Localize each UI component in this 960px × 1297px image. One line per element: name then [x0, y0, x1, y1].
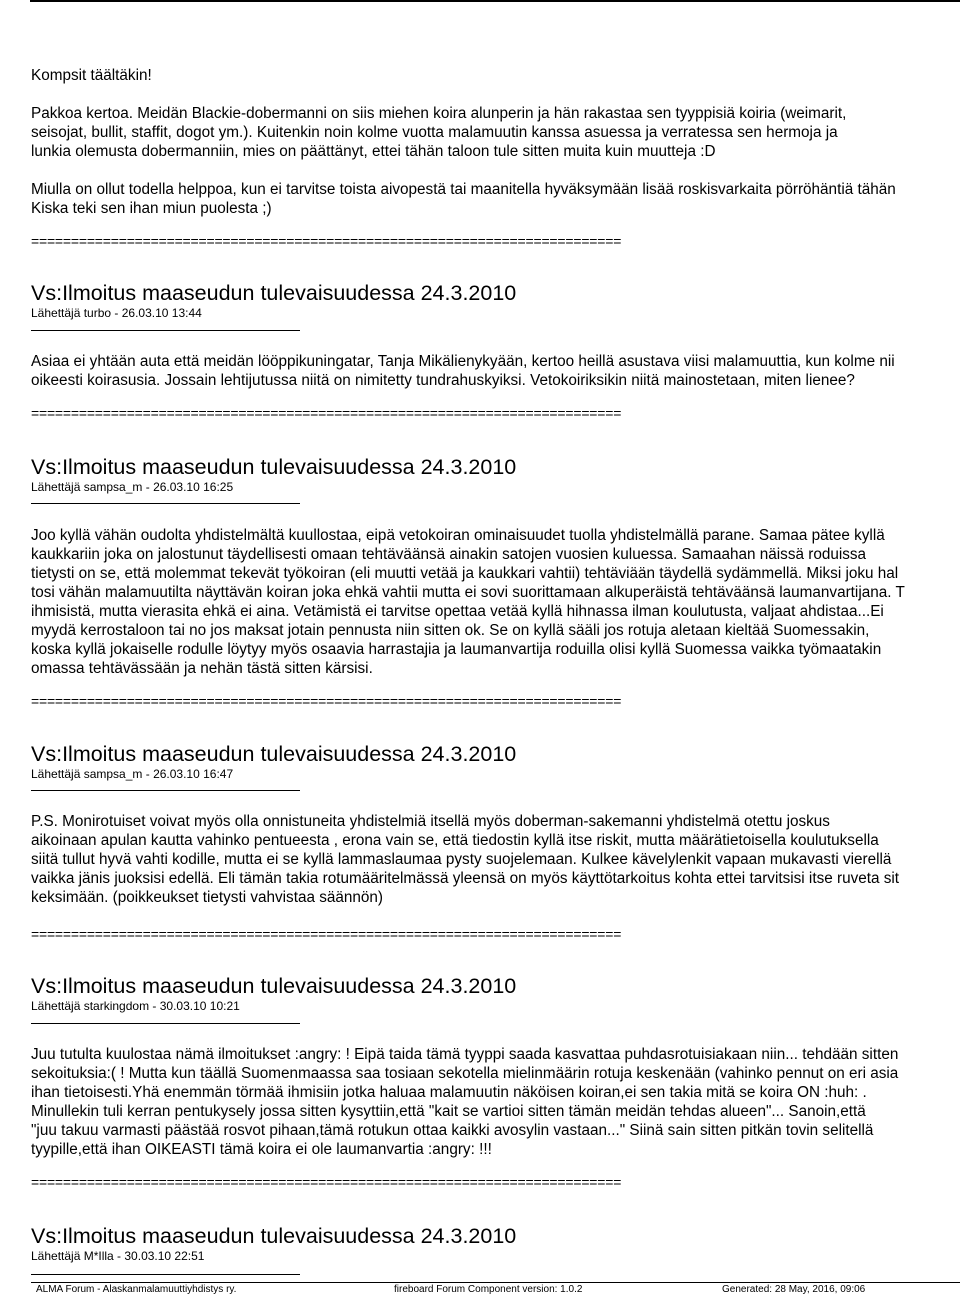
- top-rule: [30, 0, 960, 2]
- post-line: sekoituksia:( ! Mutta kun täällä Suomenmaassa saa tosiaan sekotella mielinmäärin rotuja keskenään (vahinko pennut on eri asia: [31, 1065, 899, 1082]
- post-line: omassa tehtävässään ja nehän tästä sitten kärsisi.: [31, 660, 373, 677]
- post-title: Vs:Ilmoitus maaseudun tulevaisuudessa 24.3.2010: [31, 281, 517, 305]
- post-rule: [31, 330, 300, 331]
- intro-line: Kompsit täältäkin!: [31, 67, 152, 84]
- footer-generated-date: Generated: 28 May, 2016, 09:06: [722, 1284, 866, 1295]
- post-line: koska kyllä jokaiselle rodulle löytyy myös osaavia harrastajia ja laumanvartija roduilla olisi kyllä Suomessa vaikka työmaatakin: [31, 641, 882, 658]
- post-line: aikoinaan apulan kautta vahinko pentueesta , erona vain se, että tiedostin kyllä itse riskit, mutta määrätietoisella koulutuksella: [31, 832, 879, 849]
- post-line: ihmisistä, mutta vierasita ehkä ei aina. Vetämistä ei tarvitse opettaa vetää kyllä hihnassa ilman koulutusta, valjaat ahdistaa...Ei: [31, 603, 884, 620]
- post-rule: [31, 1274, 300, 1275]
- post-line: siitä tullut hyvä vahti kodille, mutta ei se kyllä lammaslaumaa pysty suojelemaan. Kulkee kävelylenkit vapaan mukavasti vierellä: [31, 851, 892, 868]
- post-separator: ==========================================================================: [31, 926, 622, 942]
- post-title: Vs:Ilmoitus maaseudun tulevaisuudessa 24.3.2010: [31, 455, 517, 479]
- post-line: keksimään. (poikkeukset tietysti vahvistaa säännön): [31, 889, 384, 906]
- post-meta: Lähettäjä turbo - 26.03.10 13:44: [31, 306, 202, 320]
- post-body: [31, 812, 899, 907]
- footer-rule: [31, 1282, 960, 1283]
- post-line: ihan tietoisesti.Yhä enemmän törmää ihmisiin jotka haluaa malamuutin näköisen koiran,ei sen takia mitä se koira ON :huh: .: [31, 1084, 867, 1101]
- post-meta: Lähettäjä M*Illa - 30.03.10 22:51: [31, 1249, 205, 1263]
- post-line: "juu takuu varmasti päästää rosvot pihaan,tämä rotukun ottaa kaikki avosylin vastaan..." Siinä sain sitten pitkän tovin selitellä: [31, 1122, 874, 1139]
- post-line: Minullekin tuli kerran pentukysely jossa sitten kysyttiin,että "kait se vartioi sitten tämän meidän tehdas alueen"... Sanoin,että: [31, 1103, 866, 1120]
- post-line: kaukkariin joka on jalostunut täydellisesti omaan tehtäväänsä ainakin satojen vuosien kuluessa. Samaahan näissä roduissa: [31, 546, 867, 563]
- intro-line: Kiska teki sen ihan miun puolesta ;): [31, 200, 272, 217]
- intro-line: lunkia olemusta dobermanniin, mies on päättänyt, ettei tähän taloon tule sitten muita kuin muutteja :D: [31, 143, 716, 160]
- post-separator: ==========================================================================: [31, 233, 622, 249]
- intro-line: Pakkoa kertoa. Meidän Blackie-dobermanni on siis miehen koira alunperin ja hän rakastaa sen tyyppisiä koiria (weimarit,: [31, 105, 847, 122]
- post-line: tietysti on se, että molemmat tekevät työkoiran (eli muutti vetää ja kaukkari vahtii) tehtäviään täydellä sydämmellä. Miksi joku hal: [31, 565, 899, 582]
- post-body: [31, 352, 895, 390]
- post-line: Juu tutulta kuulostaa nämä ilmoitukset :angry: ! Eipä taida tämä tyyppi saada kasvattaa puhdasrotuisiakaan niin... tehdään sitten: [31, 1046, 899, 1063]
- post-meta: Lähettäjä sampsa_m - 26.03.10 16:25: [31, 480, 234, 494]
- intro-paragraph: [31, 104, 846, 161]
- post-line: Joo kyllä vähän oudolta yhdistelmältä kuullostaa, eipä vetokoiran ominaisuudet tuolla yhdistelmällä parane. Samaa pätee kyllä: [31, 527, 885, 544]
- post-separator: ==========================================================================: [31, 1174, 622, 1190]
- post-body: [31, 526, 905, 678]
- post-rule: [31, 1023, 300, 1024]
- post-line: vaikka jänis juoksisi edellä. Eli tämän takia rotumääritelmässä yleensä on myös käyttötarkoitus kohta ettei tarvitsisi itse ruveta sit: [31, 870, 900, 887]
- intro-line: seisojat, bullit, staffit, dogot ym.). Kuitenkin noin kolme vuotta malamuutin kanssa asuessa ja verratessa sen hermoja ja: [31, 124, 838, 141]
- post-line: oikeesti koirasusia. Jossain lehtijutussa niitä on nimitetty tundrahuskyiksi. Vetokoiriksikin niitä mainostetaan, miten lienee?: [31, 372, 855, 389]
- post-body: [31, 1045, 898, 1159]
- footer-component-version: fireboard Forum Component version: 1.0.2: [394, 1284, 583, 1295]
- post-title: Vs:Ilmoitus maaseudun tulevaisuudessa 24.3.2010: [31, 742, 517, 766]
- post-rule: [31, 790, 300, 791]
- post-line: P.S. Monirotuiset voivat myös olla onnistuneita yhdistelmiä itsellä myös doberman-sakemanni yhdistelmä otettu joskus: [31, 813, 830, 830]
- post-line: myydä kerrostaloon tai no jos maksat jotain pennusta niin sitten ok. Se on kyllä sääli jos rotuja aletaan kieltää Suomessakin,: [31, 622, 870, 639]
- post-rule: [31, 503, 300, 504]
- post-meta: Lähettäjä starkingdom - 30.03.10 10:21: [31, 999, 240, 1013]
- post-title: Vs:Ilmoitus maaseudun tulevaisuudessa 24.3.2010: [31, 1224, 517, 1248]
- intro-paragraph: [31, 180, 896, 218]
- post-separator: ==========================================================================: [31, 405, 622, 421]
- intro-line: Miulla on ollut todella helppoa, kun ei tarvitse toista aivopestä tai maanitella hyväksymään lisää roskisvarkaita pörröhäntiä tähän: [31, 181, 896, 198]
- intro-post: [31, 66, 152, 85]
- post-line: tosi vähän malamuutilta näyttävän koiran joka ehkä vahtii mutta ei sovi suorittamaan alkuperäistä tehtäväänsä laumanvartijana. T: [31, 584, 905, 601]
- post-separator: ==========================================================================: [31, 693, 622, 709]
- post-line: tyypille,että ihan OIKEASTI tämä koira ei ole laumanvartia :angry: !!!: [31, 1141, 492, 1158]
- footer-forum-name: ALMA Forum - Alaskanmalamuuttiyhdistys ry.: [36, 1284, 237, 1295]
- post-meta: Lähettäjä sampsa_m - 26.03.10 16:47: [31, 767, 234, 781]
- post-line: Asiaa ei yhtään auta että meidän lööppikuningatar, Tanja Mikälienykyään, kertoo heillä asustava viisi malamuuttia, kun kolme nii: [31, 353, 895, 370]
- post-title: Vs:Ilmoitus maaseudun tulevaisuudessa 24.3.2010: [31, 974, 517, 998]
